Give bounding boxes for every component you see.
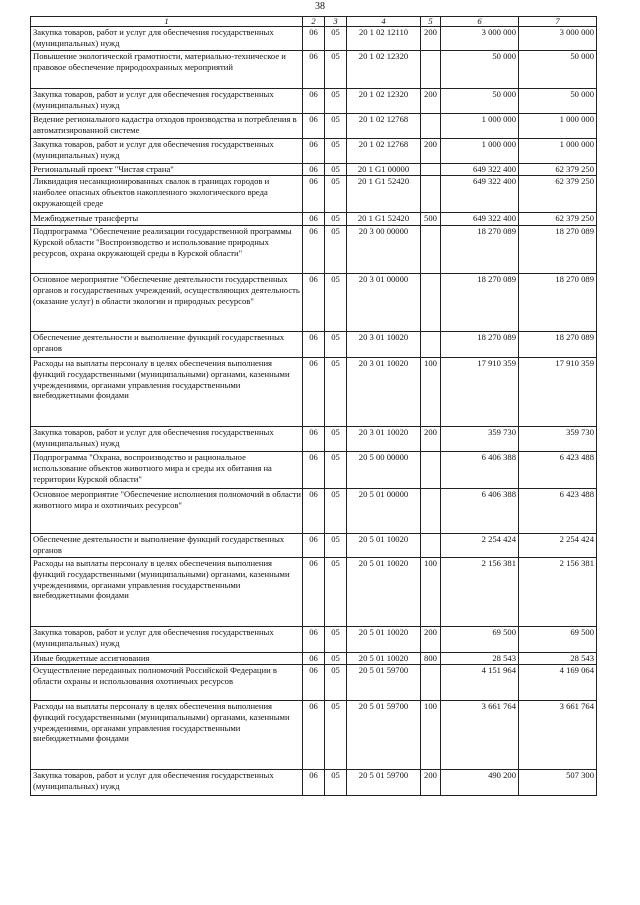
table-row: [31, 358, 597, 427]
table-row: [31, 427, 597, 452]
row-amount-year2: 50 000: [519, 51, 597, 89]
row-target-article: 20 1 G1 00000: [347, 164, 421, 176]
row-section: 06: [303, 489, 325, 534]
row-subsection: 05: [325, 51, 347, 89]
row-expense-type: [421, 489, 441, 534]
table-header-row: [31, 17, 597, 27]
row-subsection: 05: [325, 332, 347, 358]
header-cell: 1: [31, 17, 303, 27]
row-target-article: 20 3 00 00000: [347, 226, 421, 274]
row-amount-year1: 649 322 400: [441, 176, 519, 213]
row-name: Подпрограмма "Охрана, воспроизводство и рациональное использование объектов животного мира и среды их обитания на территории Курской области": [31, 452, 303, 489]
row-amount-year2: 1 000 000: [519, 114, 597, 139]
header-cell: 2: [303, 17, 325, 27]
row-name: Ведение регионального кадастра отходов производства и потребления в автоматизированной системе: [31, 114, 303, 139]
row-amount-year2: 2 254 424: [519, 534, 597, 558]
header-cell: 3: [325, 17, 347, 27]
row-subsection: 05: [325, 701, 347, 770]
row-target-article: 20 5 01 10020: [347, 534, 421, 558]
row-expense-type: [421, 164, 441, 176]
row-name: Закупка товаров, работ и услуг для обеспечения государственных (муниципальных) нужд: [31, 27, 303, 51]
row-section: 06: [303, 332, 325, 358]
table-row: [31, 665, 597, 701]
table-body: [31, 17, 597, 796]
row-expense-type: 100: [421, 701, 441, 770]
row-target-article: 20 1 G1 52420: [347, 176, 421, 213]
row-name: Межбюджетные трансферты: [31, 213, 303, 226]
table-row: [31, 164, 597, 176]
row-subsection: 05: [325, 213, 347, 226]
row-section: 06: [303, 114, 325, 139]
row-amount-year1: 18 270 089: [441, 274, 519, 332]
row-expense-type: [421, 226, 441, 274]
row-subsection: 05: [325, 534, 347, 558]
row-expense-type: [421, 665, 441, 701]
row-section: 06: [303, 164, 325, 176]
row-subsection: 05: [325, 27, 347, 51]
row-amount-year2: 6 423 488: [519, 489, 597, 534]
header-cell: 4: [347, 17, 421, 27]
row-section: 06: [303, 176, 325, 213]
row-subsection: 05: [325, 665, 347, 701]
row-amount-year1: 18 270 089: [441, 332, 519, 358]
row-target-article: 20 3 01 10020: [347, 332, 421, 358]
table-row: [31, 558, 597, 627]
table-row: [31, 701, 597, 770]
row-section: 06: [303, 51, 325, 89]
row-target-article: 20 5 01 59700: [347, 701, 421, 770]
row-amount-year1: 17 910 359: [441, 358, 519, 427]
row-amount-year2: 50 000: [519, 89, 597, 114]
row-amount-year1: 3 000 000: [441, 27, 519, 51]
row-amount-year1: 1 000 000: [441, 114, 519, 139]
row-target-article: 20 5 01 00000: [347, 489, 421, 534]
row-expense-type: [421, 332, 441, 358]
row-subsection: 05: [325, 114, 347, 139]
row-target-article: 20 3 01 10020: [347, 427, 421, 452]
table-row: [31, 489, 597, 534]
row-name: Закупка товаров, работ и услуг для обеспечения государственных (муниципальных) нужд: [31, 89, 303, 114]
table-row: [31, 213, 597, 226]
budget-table: [30, 16, 597, 796]
row-name: Закупка товаров, работ и услуг для обеспечения государственных (муниципальных) нужд: [31, 627, 303, 653]
row-amount-year1: 649 322 400: [441, 164, 519, 176]
row-name: Закупка товаров, работ и услуг для обеспечения государственных (муниципальных) нужд: [31, 427, 303, 452]
row-target-article: 20 1 02 12768: [347, 139, 421, 164]
header-cell: 7: [519, 17, 597, 27]
row-target-article: 20 1 02 12320: [347, 89, 421, 114]
row-name: Обеспечение деятельности и выполнение функций государственных органов: [31, 332, 303, 358]
table-row: [31, 627, 597, 653]
budget-table-container: [30, 16, 596, 796]
row-amount-year2: 507 300: [519, 770, 597, 796]
row-section: 06: [303, 452, 325, 489]
row-amount-year2: 28 543: [519, 653, 597, 665]
row-name: Подпрограмма "Обеспечение реализации государственной программы Курской области "Воспроизводство и использование природных ресурсов, охрана окружающей среды в Курской области": [31, 226, 303, 274]
row-subsection: 05: [325, 176, 347, 213]
row-expense-type: 100: [421, 358, 441, 427]
row-section: 06: [303, 770, 325, 796]
row-amount-year2: 6 423 488: [519, 452, 597, 489]
table-row: [31, 274, 597, 332]
row-name: Осуществление переданных полномочий Российской Федерации в области охраны и использования охотничьих ресурсов: [31, 665, 303, 701]
page-number: 38: [315, 1, 325, 12]
row-expense-type: [421, 114, 441, 139]
row-section: 06: [303, 213, 325, 226]
row-section: 06: [303, 139, 325, 164]
row-expense-type: 200: [421, 770, 441, 796]
row-subsection: 05: [325, 139, 347, 164]
row-amount-year2: 62 379 250: [519, 213, 597, 226]
table-row: [31, 114, 597, 139]
row-amount-year2: 62 379 250: [519, 176, 597, 213]
row-section: 06: [303, 358, 325, 427]
row-subsection: 05: [325, 164, 347, 176]
row-amount-year2: 3 661 764: [519, 701, 597, 770]
row-amount-year1: 359 730: [441, 427, 519, 452]
row-amount-year1: 50 000: [441, 89, 519, 114]
header-cell: 6: [441, 17, 519, 27]
row-amount-year2: 3 000 000: [519, 27, 597, 51]
row-name: Повышение экологической грамотности, материально-техническое и правовое обеспечение природоохранных мероприятий: [31, 51, 303, 89]
row-section: 06: [303, 653, 325, 665]
row-amount-year2: 17 910 359: [519, 358, 597, 427]
row-expense-type: 800: [421, 653, 441, 665]
row-subsection: 05: [325, 770, 347, 796]
row-expense-type: [421, 274, 441, 332]
row-target-article: 20 5 01 59700: [347, 665, 421, 701]
row-amount-year1: 1 000 000: [441, 139, 519, 164]
row-amount-year2: 2 156 381: [519, 558, 597, 627]
row-name: Расходы на выплаты персоналу в целях обеспечения выполнения функций государственными (муниципальными) органами, казенными учреждениями, органами управления государственными внебюджетными фондами: [31, 701, 303, 770]
table-row: [31, 770, 597, 796]
row-expense-type: [421, 51, 441, 89]
row-subsection: 05: [325, 653, 347, 665]
row-amount-year1: 28 543: [441, 653, 519, 665]
row-name: Региональный проект "Чистая страна": [31, 164, 303, 176]
row-section: 06: [303, 427, 325, 452]
row-target-article: 20 3 01 00000: [347, 274, 421, 332]
table-row: [31, 27, 597, 51]
row-subsection: 05: [325, 452, 347, 489]
row-expense-type: [421, 176, 441, 213]
row-amount-year2: 18 270 089: [519, 226, 597, 274]
row-section: 06: [303, 558, 325, 627]
row-target-article: 20 1 G1 52420: [347, 213, 421, 226]
row-section: 06: [303, 226, 325, 274]
table-row: [31, 452, 597, 489]
row-expense-type: [421, 452, 441, 489]
table-row: [31, 534, 597, 558]
row-subsection: 05: [325, 274, 347, 332]
row-target-article: 20 1 02 12768: [347, 114, 421, 139]
row-target-article: 20 5 01 10020: [347, 558, 421, 627]
row-section: 06: [303, 534, 325, 558]
row-name: Расходы на выплаты персоналу в целях обеспечения выполнения функций государственными (муниципальными) органами, казенными учреждениями, органами управления государственными внебюджетными фондами: [31, 558, 303, 627]
row-expense-type: 200: [421, 27, 441, 51]
table-row: [31, 176, 597, 213]
row-subsection: 05: [325, 627, 347, 653]
row-section: 06: [303, 27, 325, 51]
table-row: [31, 332, 597, 358]
row-expense-type: 100: [421, 558, 441, 627]
row-amount-year2: 69 500: [519, 627, 597, 653]
row-name: Основное мероприятие "Обеспечение деятельности государственных органов и государственных учреждений, осуществляющих деятельность (оказание услуг) в области экологии и природных ресурсов": [31, 274, 303, 332]
row-amount-year1: 649 322 400: [441, 213, 519, 226]
row-target-article: 20 5 01 10020: [347, 653, 421, 665]
row-amount-year1: 4 151 964: [441, 665, 519, 701]
row-amount-year1: 3 661 764: [441, 701, 519, 770]
row-amount-year1: 2 156 381: [441, 558, 519, 627]
table-row: [31, 226, 597, 274]
row-amount-year1: 6 406 388: [441, 452, 519, 489]
row-subsection: 05: [325, 358, 347, 427]
row-section: 06: [303, 89, 325, 114]
row-section: 06: [303, 701, 325, 770]
row-target-article: 20 1 02 12320: [347, 51, 421, 89]
row-expense-type: 500: [421, 213, 441, 226]
row-amount-year2: 18 270 089: [519, 274, 597, 332]
row-subsection: 05: [325, 489, 347, 534]
row-target-article: 20 5 01 10020: [347, 627, 421, 653]
row-amount-year2: 18 270 089: [519, 332, 597, 358]
row-amount-year2: 1 000 000: [519, 139, 597, 164]
table-row: [31, 89, 597, 114]
row-target-article: 20 3 01 10020: [347, 358, 421, 427]
row-subsection: 05: [325, 226, 347, 274]
row-subsection: 05: [325, 89, 347, 114]
row-name: Основное мероприятие "Обеспечение исполнения полномочий в области животного мира и охотничьих ресурсов": [31, 489, 303, 534]
row-amount-year1: 69 500: [441, 627, 519, 653]
row-expense-type: 200: [421, 427, 441, 452]
row-target-article: 20 5 01 59700: [347, 770, 421, 796]
row-expense-type: [421, 534, 441, 558]
row-amount-year2: 62 379 250: [519, 164, 597, 176]
row-name: Закупка товаров, работ и услуг для обеспечения государственных (муниципальных) нужд: [31, 139, 303, 164]
row-subsection: 05: [325, 427, 347, 452]
row-expense-type: 200: [421, 89, 441, 114]
row-expense-type: 200: [421, 139, 441, 164]
row-amount-year1: 50 000: [441, 51, 519, 89]
row-target-article: 20 1 02 12110: [347, 27, 421, 51]
table-row: [31, 51, 597, 89]
row-amount-year1: 18 270 089: [441, 226, 519, 274]
row-amount-year2: 4 169 064: [519, 665, 597, 701]
row-section: 06: [303, 274, 325, 332]
header-cell: 5: [421, 17, 441, 27]
row-name: Расходы на выплаты персоналу в целях обеспечения выполнения функций государственными (муниципальными) органами, казенными учреждениями, органами управления государственными внебюджетными фондами: [31, 358, 303, 427]
row-name: Обеспечение деятельности и выполнение функций государственных органов: [31, 534, 303, 558]
row-amount-year1: 2 254 424: [441, 534, 519, 558]
row-target-article: 20 5 00 00000: [347, 452, 421, 489]
table-row: [31, 139, 597, 164]
row-name: Закупка товаров, работ и услуг для обеспечения государственных (муниципальных) нужд: [31, 770, 303, 796]
row-section: 06: [303, 627, 325, 653]
row-amount-year1: 6 406 388: [441, 489, 519, 534]
row-amount-year1: 490 200: [441, 770, 519, 796]
row-amount-year2: 359 730: [519, 427, 597, 452]
row-subsection: 05: [325, 558, 347, 627]
row-name: Иные бюджетные ассигнования: [31, 653, 303, 665]
table-row: [31, 653, 597, 665]
row-section: 06: [303, 665, 325, 701]
row-name: Ликвидация несанкционированных свалок в границах городов и наиболее опасных объектов накопленного экологического вреда окружающей среде: [31, 176, 303, 213]
row-expense-type: 200: [421, 627, 441, 653]
